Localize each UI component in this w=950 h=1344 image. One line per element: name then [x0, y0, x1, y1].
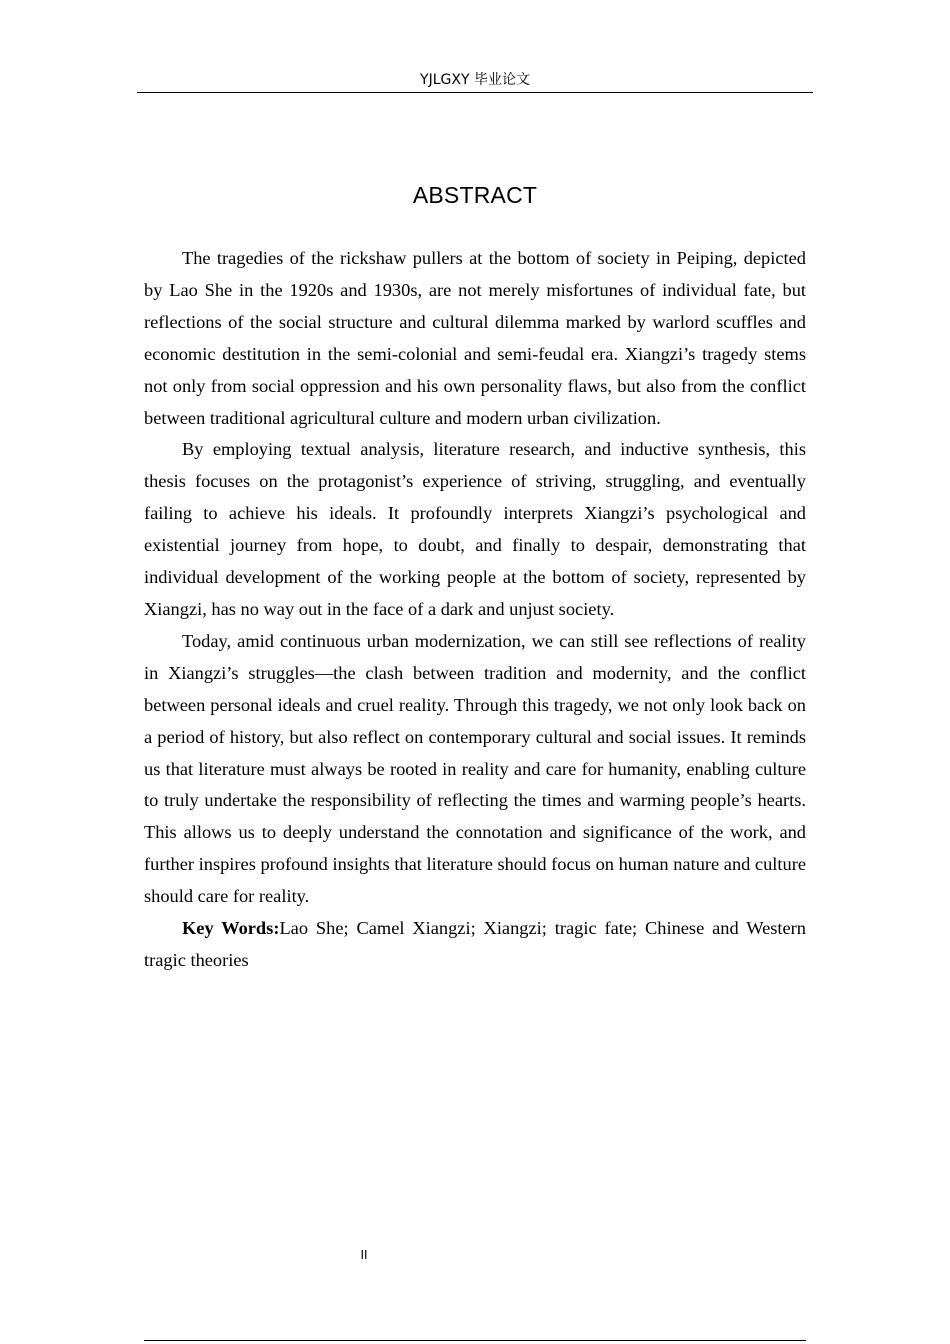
- keywords-label: Key Words:: [182, 918, 280, 939]
- abstract-title: ABSTRACT: [412, 182, 538, 208]
- abstract-paragraph-2: By employing textual analysis, literature research, and inductive synthesis, this thesis focuses on the protagonist’s experience of striving, struggling, and eventually failing to achieve his ideals. It profoundly interprets Xiangzi’s psychological and existential journey from hope, to doubt, and finally to despair, demonstrating that individual development of the working people at the bottom of society, represented by Xiangzi, has no way out in the face of a dark and unjust society.: [144, 439, 806, 619]
- keywords-line: [144, 913, 806, 977]
- page-number: II: [360, 1248, 368, 1262]
- header-text: YJLGXY 毕业论文: [420, 72, 530, 88]
- footer-rule: [144, 1340, 806, 1341]
- abstract-paragraph-3: Today, amid continuous urban modernization, we can still see reflections of reality in Xiangzi’s struggles—the clash between tradition and modernity, and the conflict between personal ideals and cruel reality. Through this tragedy, we not only look back on a period of history, but also reflect on contemporary cultural and social issues. It reminds us that literature must always be rooted in reality and care for humanity, enabling culture to truly undertake the responsibility of reflecting the times and warming people’s hearts. This allows us to deeply understand the connotation and significance of the work, and further inspires profound insights that literature should focus on human nature and culture should care for reality.: [144, 630, 806, 907]
- abstract-paragraph-1: The tragedies of the rickshaw pullers at the bottom of society in Peiping, depicted by Lao She in the 1920s and 1930s, are not merely misfortunes of individual fate, but reflections of the social structure and cultural dilemma marked by warlord scuffles and economic destitution in the semi-colonial and semi-feudal era. Xiangzi’s tragedy stems not only from social oppression and his own personality flaws, but also from the conflict between traditional agricultural culture and modern urban civilization.: [144, 248, 806, 428]
- page-header: [137, 68, 813, 93]
- abstract-body: [144, 243, 806, 977]
- keywords-text: Lao She; Camel Xiangzi; Xiangzi; tragic fate; Chinese and Western tragic theories: [144, 918, 807, 970]
